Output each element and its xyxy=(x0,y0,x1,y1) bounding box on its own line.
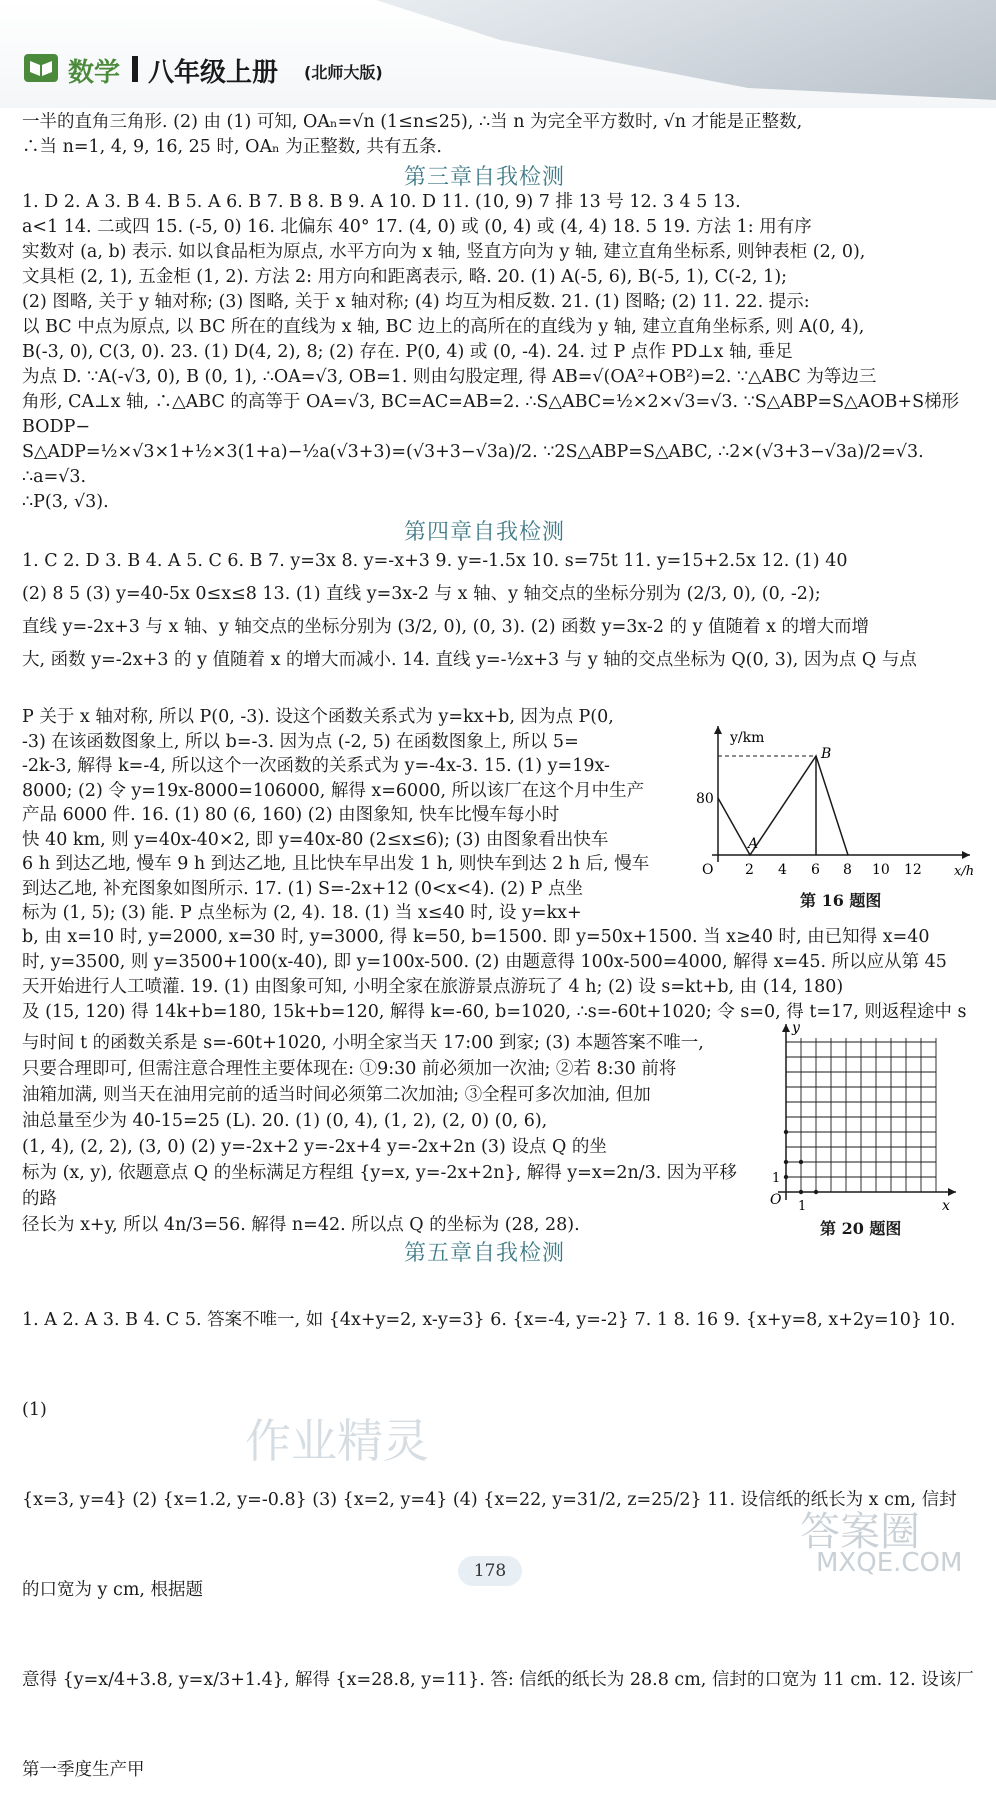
text-line: B(-3, 0), C(3, 0). 23. (1) D(4, 2), 8; (2) 存在. P(0, 4) 或 (0, -4). 24. 过 P 点作 PD⊥x 轴, 垂足 xyxy=(22,342,793,362)
y-axis-arrow-icon xyxy=(782,1024,790,1032)
text-line: 角形, CA⊥x 轴, ∴△ABC 的高等于 OA=√3, BC=AC=AB=2. ∴S△ABC=½×2×√3=√3. ∵S△ABP=S△AOB+S梯形BODP− xyxy=(22,392,960,437)
text-line: 与时间 t 的函数关系是 s=-60t+1020, 小明全家当天 17:00 到家; (3) 本题答案不唯一, xyxy=(22,1033,704,1053)
x-axis-label: x/h xyxy=(954,864,975,879)
point-label: B xyxy=(821,746,832,762)
text-line: 6 h 到达乙地, 慢车 9 h 到达乙地, 且比快车早出发 1 h, 则快车到达 2 h 后, 慢车 xyxy=(22,854,650,874)
chapter4-answers-top xyxy=(22,545,974,677)
intro-paragraph xyxy=(22,110,974,160)
figure16-graph xyxy=(690,720,980,880)
text-line: -2k-3, 解得 k=-4, 所以这个一次函数的关系式为 y=-4x-3. 15. (1) y=19x- xyxy=(22,756,610,776)
text-line: 文具柜 (2, 1), 五金柜 (1, 2). 方法 2: 用方向和距离表示, 略. 20. (1) A(-5, 6), B(-5, 1), C(-2, 1); xyxy=(22,267,788,287)
text-line: P 关于 x 轴对称, 所以 P(0, -3). 设这个函数关系式为 y=kx+b, 因为点 P(0, xyxy=(22,707,614,727)
point-label: A xyxy=(748,836,759,852)
text-line: (2) 图略, 关于 y 轴对称; (3) 图略, 关于 x 轴对称; (4) 均互为相反数. 21. (1) 图略; (2) 11. 22. 提示: xyxy=(22,292,810,312)
text-line: 径长为 x+y, 所以 4n/3=56. 解得 n=42. 所以点 Q 的坐标为 (28, 28). xyxy=(22,1215,580,1235)
chapter3-title: 第三章自我检测 xyxy=(404,165,566,190)
text-line: 意得 {y=x/4+3.8, y=x/3+1.4}, 解得 {x=28.8, y=11}. 答: 信纸的纸长为 28.8 cm, 信封的口宽为 11 cm. 12. 设该厂第一季度生产甲 xyxy=(22,1670,974,1780)
text-line: -3) 在该函数图象上, 所以 b=-3. 因为点 (-2, 5) 在函数图象上, 所以 5= xyxy=(22,731,579,752)
text-line: {x=3, y=4} (2) {x=1.2, y=-0.8} (3) {x=2, y=4} (4) {x=22, y=31/2, z=25/2} 11. 设信纸的纸长为 x cm, 信封的口宽为 y cm, 根据题 xyxy=(22,1490,957,1600)
x-axis-label: x xyxy=(942,1198,950,1214)
text-line: 实数对 (a, b) 表示. 如以食品柜为原点, 水平方向为 x 轴, 竖直方向为 y 轴, 建立直角坐标系, 则钟表柜 (2, 0), xyxy=(22,242,866,262)
chapter3-answers xyxy=(22,190,974,515)
text-line: 只要合理即可, 但需注意合理性主要体现在: ①9:30 前必须加一次油; ②若 8:30 前将 xyxy=(22,1059,677,1079)
watermark-text: MXQE.COM xyxy=(816,1548,963,1578)
x-tick-label: 8 xyxy=(843,862,852,878)
grid-lines xyxy=(786,1038,936,1192)
book-logo-icon xyxy=(24,54,58,82)
x-axis-arrow-icon xyxy=(962,851,970,859)
origin-label: O xyxy=(702,862,714,878)
text-line: 8000; (2) 令 y=19x-8000=106000, 解得 x=6000, 所以该厂在这个月中生产 xyxy=(22,780,645,801)
text-line: ∴P(3, √3). xyxy=(22,492,109,512)
figure20-grid xyxy=(760,1018,960,1218)
text-line: S△ADP=½×√3×1+½×3(1+a)−½a(√3+3)=(√3+3−√3a)/2. ∵2S△ABP=S△ABC, ∴2×(√3+3−√3a)/2=√3. ∴a=√3. xyxy=(22,442,924,487)
x-tick-label: 6 xyxy=(811,862,820,878)
text-line: 油总量至少为 40-15=25 (L). 20. (1) (0, 4), (1, 2), (2, 0) (0, 6), xyxy=(22,1111,548,1131)
distance-line xyxy=(718,756,848,855)
x-tick-label: 2 xyxy=(745,862,754,878)
figure16-caption: 第 16 题图 xyxy=(800,891,882,910)
text-line: 直线 y=-2x+3 与 x 轴、y 轴交点的坐标分别为 (3/2, 0), (0, 3). (2) 函数 y=3x-2 的 y 值随着 x 的增大而增 xyxy=(22,617,870,637)
figure20-caption: 第 20 题图 xyxy=(820,1219,902,1238)
y-axis-label: y/km xyxy=(730,730,765,746)
page-number: 178 xyxy=(458,1556,522,1586)
y-tick-label: 80 xyxy=(696,791,714,807)
text-line: 产品 6000 件. 16. (1) 80 (6, 160) (2) 由图象知, 快车比慢车每小时 xyxy=(22,805,560,825)
text-line: 快 40 km, 则 y=40x-40×2, 即 y=40x-80 (2≤x≤6); (3) 由图象看出快车 xyxy=(22,829,609,850)
edition-label: (北师大版) xyxy=(304,63,383,82)
text-line: 及 (15, 120) 得 14k+b=180, 15k+b=120, 解得 k=-60, b=1020, ∴s=-60t+1020; 令 s=0, 得 t=17, 则返程途中 s xyxy=(22,1002,967,1022)
text-line: (2) 8 5 (3) y=40-5x 0≤x≤8 13. (1) 直线 y=3x-2 与 x 轴、y 轴交点的坐标分别为 (2/3, 0), (0, -2); xyxy=(22,584,821,604)
x-tick-label: 12 xyxy=(904,862,922,878)
text-line: 标为 (1, 5); (3) 能. P 点坐标为 (2, 4). 18. (1) 当 x≤40 时, 设 y=kx+ xyxy=(22,903,582,923)
chapter4-title: 第四章自我检测 xyxy=(404,520,566,545)
grade-title: 八年级上册 xyxy=(148,58,279,88)
header-divider xyxy=(132,56,138,82)
x-tick-label: 1 xyxy=(798,1199,807,1214)
text-line: 大, 函数 y=-2x+3 的 y 值随着 x 的增大而减小. 14. 直线 y=-½x+3 与 y 轴的交点坐标为 Q(0, 3), 因为点 Q 与点 xyxy=(22,650,917,670)
y-axis-arrow-icon xyxy=(714,726,722,734)
watermark-text: 答案圈 xyxy=(800,1509,920,1555)
text-line: b, 由 x=10 时, y=2000, x=30 时, y=3000, 得 k=50, b=1500. 即 y=50x+1500. 当 x≥40 时, 由已知得 x=40 xyxy=(22,927,930,947)
text-line: 1. D 2. A 3. B 4. B 5. A 6. B 7. B 8. B 9. A 10. D 11. (10, 9) 7 排 13 号 12. 3 4 5 13. xyxy=(22,192,741,212)
text-line: 为点 D. ∵A(-√3, 0), B (0, 1), ∴OA=√3, OB=1. 则由勾股定理, 得 AB=√(OA²+OB²)=2. ∵△ABC 为等边三 xyxy=(22,367,877,387)
origin-label: O xyxy=(770,1192,782,1208)
chapter4-answers-beside-fig16 xyxy=(22,705,690,926)
text-line: (1, 4), (2, 2), (3, 0) (2) y=-2x+2 y=-2x+4 y=-2x+2n (3) 设点 Q 的坐 xyxy=(22,1137,607,1157)
chapter5-title: 第五章自我检测 xyxy=(404,1241,566,1266)
text-line: 到达乙地, 补充图象如图所示. 17. (1) S=-2x+12 (0<x<4). (2) P 点坐 xyxy=(22,878,583,899)
text-line: 1. A 2. A 3. B 4. C 5. 答案不唯一, 如 {4x+y=2, x-y=3} 6. {x=-4, y=-2} 7. 1 8. 16 9. {x+y=8, x+2y=10} 10. (1) xyxy=(22,1310,956,1420)
x-axis-arrow-icon xyxy=(948,1188,956,1196)
chapter4-answers-middle xyxy=(22,925,974,1025)
text-line: 时, y=3500, 则 y=3500+100(x-40), 即 y=100x-500. (2) 由题意得 100x-500=4000, 解得 x=45. 所以应从第 45 xyxy=(22,952,947,972)
text-line: 1. C 2. D 3. B 4. A 5. C 6. B 7. y=3x 8. y=-x+3 9. y=-1.5x 10. s=75t 11. y=15+2.5x 12. (1) 40 xyxy=(22,551,848,571)
watermark-text: 作业精灵 xyxy=(245,1414,429,1468)
text-line: ∴当 n=1, 4, 9, 16, 25 时, OAₙ 为正整数, 共有五条. xyxy=(22,137,442,157)
x-tick-label: 4 xyxy=(778,862,787,878)
text-line: 标为 (x, y), 依题意点 Q 的坐标满足方程组 {y=x, y=-2x+2n}, 解得 y=x=2n/3. 因为平移的路 xyxy=(22,1163,737,1209)
text-line: 天开始进行人工喷灌. 19. (1) 由图象可知, 小明全家在旅游景点游玩了 4 h; (2) 设 s=kt+b, 由 (14, 180) xyxy=(22,977,844,997)
text-line: 油箱加满, 则当天在油用完前的适当时间必须第二次加油; ③全程可多次加油, 但加 xyxy=(22,1085,651,1105)
y-axis-label: y xyxy=(792,1020,800,1036)
chapter4-answers-beside-fig20 xyxy=(22,1030,742,1238)
x-tick-label: 10 xyxy=(872,862,890,878)
text-line: 以 BC 中点为原点, 以 BC 所在的直线为 x 轴, BC 边上的高所在的直线为 y 轴, 建立直角坐标系, 则 A(0, 4), xyxy=(22,317,865,337)
text-line: a<1 14. 二或四 15. (-5, 0) 16. 北偏东 40° 17. (4, 0) 或 (0, 4) 或 (4, 4) 18. 5 19. 方法 1: 用有序 xyxy=(22,217,812,237)
y-tick-label: 1 xyxy=(772,1171,781,1186)
subject-title: 数学 xyxy=(68,58,121,88)
text-line: 一半的直角三角形. (2) 由 (1) 可知, OAₙ=√n (1≤n≤25), ∴当 n 为完全平方数时, √n 才能是正整数, xyxy=(22,112,803,132)
